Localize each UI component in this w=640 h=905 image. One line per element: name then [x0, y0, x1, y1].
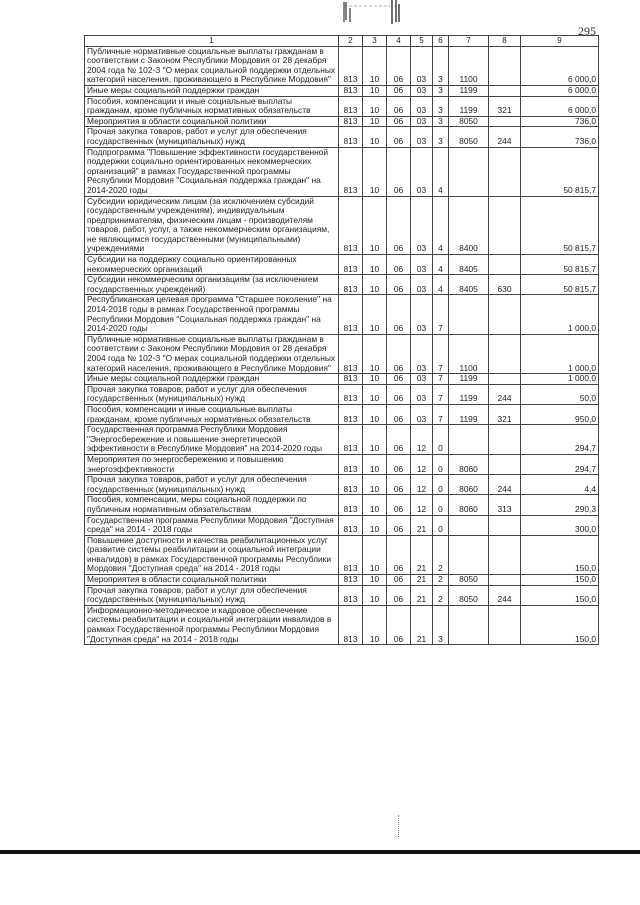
section-code-cell: 10	[363, 147, 387, 196]
item-name-cell: Государственная программа Республики Мордовия "Энергосбережение и повышение энергетической эффективности в Республике Мордовия" на 2014-2020 годы	[85, 425, 339, 455]
expense-code-cell: 8405	[449, 275, 489, 295]
section-code-cell: 10	[363, 96, 387, 116]
item-name-cell: Информационно-методическое и кадровое обеспечение системы реабилитации и социальной интеграции инвалидов в рамках Государственной программы Республики Мордовия "Доступная среда" на 2014 - 2018 годы	[85, 605, 339, 644]
subprogram-code-cell: 2	[433, 585, 449, 605]
section-code-cell: 10	[363, 196, 387, 255]
section-code-cell: 10	[363, 475, 387, 495]
subsection-code-cell: 06	[387, 475, 411, 495]
subsection-code-cell: 06	[387, 515, 411, 535]
section-code-cell: 10	[363, 334, 387, 373]
subprogram-code-cell: 4	[433, 275, 449, 295]
section-code-cell: 10	[363, 495, 387, 515]
expense-code-cell: 8060	[449, 475, 489, 495]
ministry-code-cell: 813	[339, 85, 363, 96]
section-code-cell: 10	[363, 255, 387, 275]
item-name-cell: Мероприятия в области социальной политики	[85, 116, 339, 127]
expense-type-code-cell: 313	[489, 495, 521, 515]
item-name-cell: Мероприятия по энергосбережению и повышению энергоэффективности	[85, 454, 339, 474]
item-name-cell: Пособия, компенсации и иные социальные выплаты гражданам, кроме публичных нормативных обязательств	[85, 404, 339, 424]
program-code-cell: 03	[411, 196, 433, 255]
subprogram-code-cell: 3	[433, 85, 449, 96]
expense-code-cell: 1199	[449, 96, 489, 116]
expense-code-cell	[449, 535, 489, 574]
ministry-code-cell: 813	[339, 116, 363, 127]
table-row	[85, 46, 599, 85]
amount-cell: 150,0	[521, 575, 599, 586]
expense-type-code-cell	[489, 334, 521, 373]
subsection-code-cell: 06	[387, 575, 411, 586]
table-row	[85, 147, 599, 196]
section-code-cell: 10	[363, 425, 387, 455]
program-code-cell: 12	[411, 475, 433, 495]
table-row	[85, 96, 599, 116]
amount-cell: 50 815,7	[521, 275, 599, 295]
program-code-cell: 03	[411, 404, 433, 424]
program-code-cell: 03	[411, 85, 433, 96]
amount-cell: 736,0	[521, 127, 599, 147]
expense-code-cell	[449, 515, 489, 535]
expense-type-code-cell: 630	[489, 275, 521, 295]
item-name-cell: Прочая закупка товаров, работ и услуг для обеспечения государственных (муниципальных) нужд	[85, 585, 339, 605]
expense-code-cell: 1199	[449, 374, 489, 385]
item-name-cell: Прочая закупка товаров, работ и услуг для обеспечения государственных (муниципальных) нужд	[85, 127, 339, 147]
expense-code-cell: 1199	[449, 85, 489, 96]
subsection-code-cell: 06	[387, 116, 411, 127]
subprogram-code-cell: 3	[433, 96, 449, 116]
program-code-cell: 03	[411, 147, 433, 196]
expense-type-code-cell	[489, 147, 521, 196]
ministry-code-cell: 813	[339, 425, 363, 455]
subsection-code-cell: 06	[387, 255, 411, 275]
item-name-cell: Пособия, компенсации и иные социальные выплаты гражданам, кроме публичных нормативных обязательств	[85, 96, 339, 116]
program-code-cell: 03	[411, 46, 433, 85]
expense-code-cell	[449, 295, 489, 334]
amount-cell: 150,0	[521, 605, 599, 644]
amount-cell: 150,0	[521, 585, 599, 605]
subprogram-code-cell: 4	[433, 196, 449, 255]
ministry-code-cell: 813	[339, 374, 363, 385]
amount-cell: 736,0	[521, 116, 599, 127]
amount-cell: 294,7	[521, 425, 599, 455]
subsection-code-cell: 06	[387, 196, 411, 255]
subsection-code-cell: 06	[387, 127, 411, 147]
amount-cell: 6 000,0	[521, 46, 599, 85]
program-code-cell: 21	[411, 585, 433, 605]
program-code-cell: 03	[411, 295, 433, 334]
subprogram-code-cell: 0	[433, 495, 449, 515]
section-code-cell: 10	[363, 404, 387, 424]
section-code-cell: 10	[363, 384, 387, 404]
expense-type-code-cell	[489, 454, 521, 474]
subsection-code-cell: 06	[387, 585, 411, 605]
ministry-code-cell: 813	[339, 585, 363, 605]
subsection-code-cell: 06	[387, 275, 411, 295]
subsection-code-cell: 06	[387, 535, 411, 574]
item-name-cell: Пособия, компенсации, меры социальной поддержки по публичным нормативным обязательствам	[85, 495, 339, 515]
expense-code-cell: 1100	[449, 46, 489, 85]
expense-code-cell: 8050	[449, 116, 489, 127]
expense-code-cell: 8050	[449, 585, 489, 605]
subprogram-code-cell: 0	[433, 454, 449, 474]
expense-type-code-cell	[489, 196, 521, 255]
section-code-cell: 10	[363, 605, 387, 644]
column-header-5: 5	[411, 36, 433, 47]
program-code-cell: 12	[411, 454, 433, 474]
amount-cell: 1 000,0	[521, 295, 599, 334]
ministry-code-cell: 813	[339, 127, 363, 147]
expense-type-code-cell	[489, 46, 521, 85]
table-row	[85, 575, 599, 586]
program-code-cell: 21	[411, 575, 433, 586]
table-row	[85, 495, 599, 515]
subprogram-code-cell: 0	[433, 515, 449, 535]
ministry-code-cell: 813	[339, 404, 363, 424]
subprogram-code-cell: 7	[433, 404, 449, 424]
program-code-cell: 03	[411, 116, 433, 127]
page-number: 295	[578, 24, 596, 38]
subprogram-code-cell: 3	[433, 605, 449, 644]
expense-type-code-cell	[489, 575, 521, 586]
subprogram-code-cell: 3	[433, 116, 449, 127]
ministry-code-cell: 813	[339, 275, 363, 295]
section-code-cell: 10	[363, 585, 387, 605]
expense-code-cell: 1199	[449, 384, 489, 404]
expense-code-cell: 1100	[449, 334, 489, 373]
amount-cell: 50,0	[521, 384, 599, 404]
budget-table	[84, 35, 599, 645]
column-header-3: 3	[363, 36, 387, 47]
item-name-cell: Публичные нормативные социальные выплаты гражданам в соответствии с Законом Республики Мордовия от 28 декабря 2004 года № 102-З "О мерах социальной поддержки отдельных категорий населения, проживающего в Республике Мордовия"	[85, 334, 339, 373]
expense-code-cell	[449, 605, 489, 644]
program-code-cell: 21	[411, 515, 433, 535]
table-row	[85, 605, 599, 644]
ministry-code-cell: 813	[339, 495, 363, 515]
ministry-code-cell: 813	[339, 196, 363, 255]
ministry-code-cell: 813	[339, 515, 363, 535]
expense-code-cell: 8405	[449, 255, 489, 275]
subsection-code-cell: 06	[387, 147, 411, 196]
amount-cell: 50 815,7	[521, 196, 599, 255]
section-code-cell: 10	[363, 275, 387, 295]
subprogram-code-cell: 4	[433, 255, 449, 275]
expense-type-code-cell	[489, 255, 521, 275]
subsection-code-cell: 06	[387, 96, 411, 116]
item-name-cell: Субсидии юридическим лицам (за исключением субсидий государственным учреждениям), индивидуальным предпринимателям, физическим лицам - производителям товаров, работ, услуг, а также некоммерческим организациям, не являющимся государственными (муниципальными) учреждениями	[85, 196, 339, 255]
ministry-code-cell: 813	[339, 454, 363, 474]
item-name-cell: Субсидии на поддержку социально ориентированных некоммерческих организаций	[85, 255, 339, 275]
expense-type-code-cell: 244	[489, 585, 521, 605]
expense-type-code-cell	[489, 605, 521, 644]
amount-cell: 1 000,0	[521, 334, 599, 373]
table-row	[85, 475, 599, 495]
subsection-code-cell: 06	[387, 295, 411, 334]
section-code-cell: 10	[363, 295, 387, 334]
subprogram-code-cell: 4	[433, 147, 449, 196]
subprogram-code-cell: 0	[433, 475, 449, 495]
table-row	[85, 295, 599, 334]
section-code-cell: 10	[363, 374, 387, 385]
expense-type-code-cell: 321	[489, 404, 521, 424]
ministry-code-cell: 813	[339, 605, 363, 644]
subsection-code-cell: 06	[387, 384, 411, 404]
expense-code-cell: 8060	[449, 454, 489, 474]
amount-cell: 150,0	[521, 535, 599, 574]
bottom-scan-border	[0, 850, 640, 854]
expense-type-code-cell: 321	[489, 96, 521, 116]
binding-staple-mark	[340, 0, 410, 24]
ministry-code-cell: 813	[339, 255, 363, 275]
item-name-cell: Повышение доступности и качества реабилитационных услуг (развитие системы реабилитации и социальной интеграции инвалидов) в рамках Государственной программы Республики Мордовия "Доступная среда" на 2014 - 2018 годы	[85, 535, 339, 574]
expense-type-code-cell	[489, 116, 521, 127]
item-name-cell: Прочая закупка товаров, работ и услуг для обеспечения государственных (муниципальных) нужд	[85, 384, 339, 404]
table-row	[85, 425, 599, 455]
ministry-code-cell: 813	[339, 147, 363, 196]
amount-cell: 50 815,7	[521, 147, 599, 196]
amount-cell: 50 815,7	[521, 255, 599, 275]
subprogram-code-cell: 0	[433, 425, 449, 455]
section-code-cell: 10	[363, 515, 387, 535]
expense-type-code-cell: 244	[489, 475, 521, 495]
expense-type-code-cell: 244	[489, 127, 521, 147]
amount-cell: 950,0	[521, 404, 599, 424]
table-row	[85, 384, 599, 404]
table-row	[85, 196, 599, 255]
subsection-code-cell: 06	[387, 454, 411, 474]
subsection-code-cell: 06	[387, 605, 411, 644]
expense-code-cell	[449, 147, 489, 196]
program-code-cell: 12	[411, 495, 433, 515]
amount-cell: 290,3	[521, 495, 599, 515]
amount-cell: 6 000,0	[521, 85, 599, 96]
subprogram-code-cell: 2	[433, 575, 449, 586]
section-code-cell: 10	[363, 85, 387, 96]
amount-cell: 294,7	[521, 454, 599, 474]
item-name-cell: Иные меры социальной поддержки граждан	[85, 85, 339, 96]
ministry-code-cell: 813	[339, 295, 363, 334]
table-row	[85, 85, 599, 96]
expense-type-code-cell	[489, 85, 521, 96]
expense-code-cell: 1199	[449, 404, 489, 424]
subprogram-code-cell: 7	[433, 295, 449, 334]
program-code-cell: 21	[411, 605, 433, 644]
expense-code-cell: 8050	[449, 575, 489, 586]
section-code-cell: 10	[363, 454, 387, 474]
item-name-cell: Мероприятия в области социальной политики	[85, 575, 339, 586]
section-code-cell: 10	[363, 535, 387, 574]
column-header-7: 7	[449, 36, 489, 47]
amount-cell: 1 000,0	[521, 374, 599, 385]
amount-cell: 300,0	[521, 515, 599, 535]
column-header-1: 1	[85, 36, 339, 47]
item-name-cell: Республиканская целевая программа "Старшее поколение" на 2014-2018 годы в рамках Государственной программы Республики Мордовия "Социальная поддержка граждан" на 2014-2020 годы	[85, 295, 339, 334]
section-code-cell: 10	[363, 575, 387, 586]
program-code-cell: 03	[411, 374, 433, 385]
ministry-code-cell: 813	[339, 46, 363, 85]
subprogram-code-cell: 7	[433, 334, 449, 373]
scan-artifact-mark	[398, 815, 401, 837]
expense-type-code-cell	[489, 515, 521, 535]
ministry-code-cell: 813	[339, 334, 363, 373]
column-header-9: 9	[521, 36, 599, 47]
amount-cell: 6 000,0	[521, 96, 599, 116]
item-name-cell: Субсидии некоммерческим организациям (за исключением государственных учреждений)	[85, 275, 339, 295]
subprogram-code-cell: 3	[433, 46, 449, 85]
expense-type-code-cell	[489, 295, 521, 334]
item-name-cell: Публичные нормативные социальные выплаты гражданам в соответствии с Законом Республики Мордовия от 28 декабря 2004 года № 102-З "О мерах социальной поддержки отдельных категорий населения, проживающего в Республике Мордовия"	[85, 46, 339, 85]
item-name-cell: Государственная программа Республики Мордовия "Доступная среда" на 2014 - 2018 годы	[85, 515, 339, 535]
program-code-cell: 03	[411, 275, 433, 295]
expense-code-cell	[449, 425, 489, 455]
ministry-code-cell: 813	[339, 535, 363, 574]
subsection-code-cell: 06	[387, 404, 411, 424]
item-name-cell: Прочая закупка товаров, работ и услуг для обеспечения государственных (муниципальных) нужд	[85, 475, 339, 495]
table-row	[85, 585, 599, 605]
subsection-code-cell: 06	[387, 46, 411, 85]
expense-type-code-cell	[489, 535, 521, 574]
expense-code-cell: 8050	[449, 127, 489, 147]
section-code-cell: 10	[363, 46, 387, 85]
program-code-cell: 03	[411, 127, 433, 147]
program-code-cell: 12	[411, 425, 433, 455]
subprogram-code-cell: 7	[433, 384, 449, 404]
subsection-code-cell: 06	[387, 425, 411, 455]
ministry-code-cell: 813	[339, 575, 363, 586]
column-header-4: 4	[387, 36, 411, 47]
table-row	[85, 404, 599, 424]
program-code-cell: 03	[411, 255, 433, 275]
section-code-cell: 10	[363, 116, 387, 127]
table-row	[85, 374, 599, 385]
expense-code-cell: 8060	[449, 495, 489, 515]
table-row	[85, 127, 599, 147]
expense-type-code-cell	[489, 374, 521, 385]
table-row	[85, 454, 599, 474]
table-row	[85, 116, 599, 127]
table-row	[85, 334, 599, 373]
table-row	[85, 275, 599, 295]
table-row	[85, 515, 599, 535]
subsection-code-cell: 06	[387, 85, 411, 96]
table-header-row	[85, 36, 599, 47]
subprogram-code-cell: 7	[433, 374, 449, 385]
subsection-code-cell: 06	[387, 334, 411, 373]
column-header-8: 8	[489, 36, 521, 47]
section-code-cell: 10	[363, 127, 387, 147]
program-code-cell: 03	[411, 334, 433, 373]
column-header-6: 6	[433, 36, 449, 47]
column-header-2: 2	[339, 36, 363, 47]
subsection-code-cell: 06	[387, 495, 411, 515]
program-code-cell: 03	[411, 384, 433, 404]
ministry-code-cell: 813	[339, 384, 363, 404]
subprogram-code-cell: 2	[433, 535, 449, 574]
amount-cell: 4,4	[521, 475, 599, 495]
item-name-cell: Подпрограмма "Повышение эффективности государственной поддержки социально ориентированных некоммерческих организаций" в рамках Государственной программы Республики Мордовия "Социальная поддержка граждан" на 2014-2020 годы	[85, 147, 339, 196]
subprogram-code-cell: 3	[433, 127, 449, 147]
item-name-cell: Иные меры социальной поддержки граждан	[85, 374, 339, 385]
subsection-code-cell: 06	[387, 374, 411, 385]
table-body	[85, 46, 599, 645]
expense-type-code-cell: 244	[489, 384, 521, 404]
ministry-code-cell: 813	[339, 96, 363, 116]
expense-type-code-cell	[489, 425, 521, 455]
expense-code-cell: 8400	[449, 196, 489, 255]
program-code-cell: 21	[411, 535, 433, 574]
table-row	[85, 535, 599, 574]
table-row	[85, 255, 599, 275]
program-code-cell: 03	[411, 96, 433, 116]
ministry-code-cell: 813	[339, 475, 363, 495]
